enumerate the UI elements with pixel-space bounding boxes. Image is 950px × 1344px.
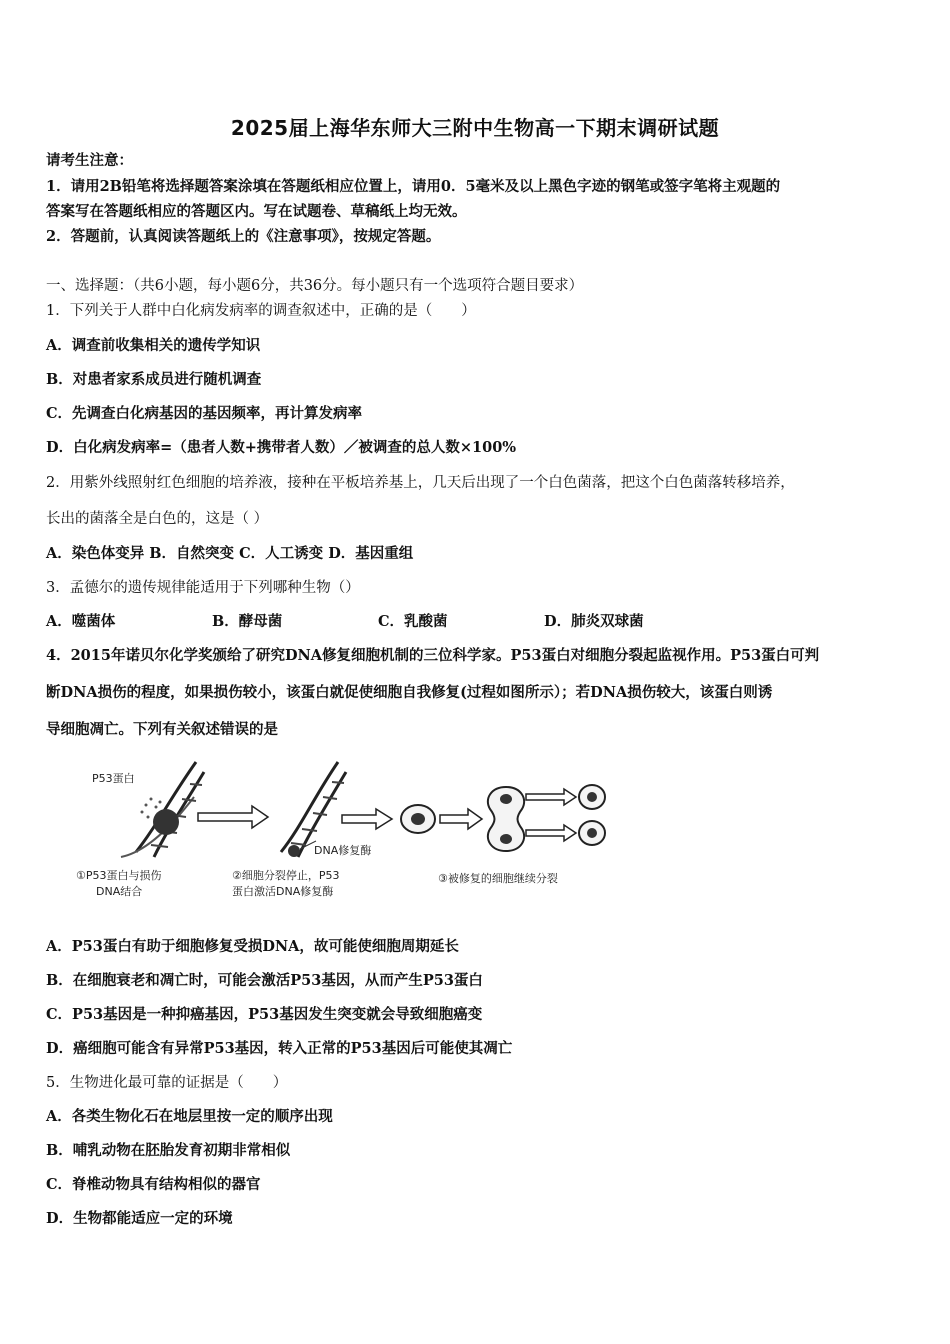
question-2-stem-line-2: 长出的菌落全是白色的，这是（ ） <box>46 511 269 527</box>
notice-item-2: 2．答题前，认真阅读答题纸上的《注意事项》，按规定答题。 <box>46 228 441 245</box>
question-3-option-c: C．乳酸菌 <box>378 613 448 630</box>
step-1-caption-line-1: ①P53蛋白与损伤 <box>76 869 162 882</box>
question-4-stem-line-2: 断DNA损伤的程度，如果损伤较小，该蛋白就促使细胞自我修复(过程如图所示）；若DNA损伤较大，该蛋白则诱 <box>46 684 773 701</box>
notice-heading: 请考生注意： <box>46 152 133 169</box>
repairing-dna-helix-icon <box>281 762 346 857</box>
question-2-stem-line-1: 2．用紫外线照射红色细胞的培养液，接种在平板培养基上，几天后出现了一个白色菌落，把这个白色菌落转移培养， <box>46 475 795 491</box>
question-4-stem-line-1: 4．2015年诺贝尔化学奖颁给了研究DNA修复细胞机制的三位科学家。P53蛋白对细胞分裂起监视作用。P53蛋白可判 <box>46 647 820 664</box>
daughter-cell-icon <box>579 821 605 845</box>
arrow-right-icon <box>526 789 576 805</box>
p53-dna-repair-figure <box>76 757 616 907</box>
dividing-cell-icon <box>488 787 524 851</box>
question-5-option-d: D．生物都能适应一定的环境 <box>46 1210 233 1227</box>
question-4-stem-line-3: 导细胞凋亡。下列有关叙述错误的是 <box>46 721 278 738</box>
label-dna-repair-enzyme: DNA修复酶 <box>314 844 372 857</box>
question-4-option-b: B．在细胞衰老和凋亡时，可能会激活P53基因，从而产生P53蛋白 <box>46 972 483 989</box>
question-4-option-a: A．P53蛋白有助于细胞修复受损DNA，故可能使细胞周期延长 <box>46 938 459 955</box>
question-3-stem: 3．孟德尔的遗传规律能适用于下列哪种生物（） <box>46 580 360 596</box>
question-4-option-d: D．癌细胞可能含有异常P53基因，转入正常的P53基因后可能使其凋亡 <box>46 1040 513 1057</box>
step-1-caption-line-2: DNA结合 <box>96 885 143 898</box>
notice-item-1-line-1: 1．请用2B铅笔将选择题答案涂填在答题纸相应位置上，请用0．5毫米及以上黑色字迹的钢笔或签字笔将主观题的 <box>46 178 781 195</box>
question-3-option-d: D．肺炎双球菌 <box>544 613 644 630</box>
daughter-cell-icon <box>579 785 605 809</box>
step-2-caption-line-1: ②细胞分裂停止，P53 <box>232 869 340 882</box>
arrow-right-icon <box>198 806 268 828</box>
question-5-option-c: C．脊椎动物具有结构相似的器官 <box>46 1176 261 1193</box>
question-3-options <box>46 613 644 631</box>
arrow-right-icon <box>440 809 482 829</box>
question-1-option-a: A．调查前收集相关的遗传学知识 <box>46 337 261 354</box>
section-heading: 一、选择题：（共6小题，每小题6分，共36分。每小题只有一个选项符合题目要求） <box>46 278 584 294</box>
cell-icon <box>401 805 435 833</box>
question-1-option-c: C．先调查白化病基因的基因频率，再计算发病率 <box>46 405 363 422</box>
step-3-caption: ③被修复的细胞继续分裂 <box>438 872 558 885</box>
question-1-stem: 1．下列关于人群中白化病发病率的调查叙述中，正确的是（ ） <box>46 303 476 319</box>
question-5-stem: 5．生物进化最可靠的证据是（ ） <box>46 1075 288 1091</box>
arrow-right-icon <box>342 809 392 829</box>
step-2-caption-line-2: 蛋白激活DNA修复酶 <box>232 885 334 898</box>
question-5-option-a: A．各类生物化石在地层里按一定的顺序出现 <box>46 1108 333 1125</box>
page-title: 2025届上海华东师大三附中生物高一下期末调研试题 <box>230 116 720 140</box>
question-4-option-c: C．P53基因是一种抑癌基因，P53基因发生突变就会导致细胞癌变 <box>46 1006 483 1023</box>
question-1-option-b: B．对患者家系成员进行随机调查 <box>46 371 262 388</box>
arrow-right-icon <box>526 825 576 841</box>
question-3-option-a: A．噬菌体 <box>46 613 116 630</box>
notice-item-1-line-2: 答案写在答题纸相应的答题区内。写在试题卷、草稿纸上均无效。 <box>46 203 467 220</box>
question-3-option-b: B．酵母菌 <box>212 613 283 630</box>
question-1-option-d: D．白化病发病率=（患者人数+携带者人数）／被调查的总人数×100% <box>46 439 517 456</box>
question-2-options: A．染色体变异 B．自然突变 C．人工诱变 D．基因重组 <box>46 545 414 562</box>
label-p53-protein: P53蛋白 <box>92 772 135 785</box>
question-5-option-b: B．哺乳动物在胚胎发育初期非常相似 <box>46 1142 291 1159</box>
